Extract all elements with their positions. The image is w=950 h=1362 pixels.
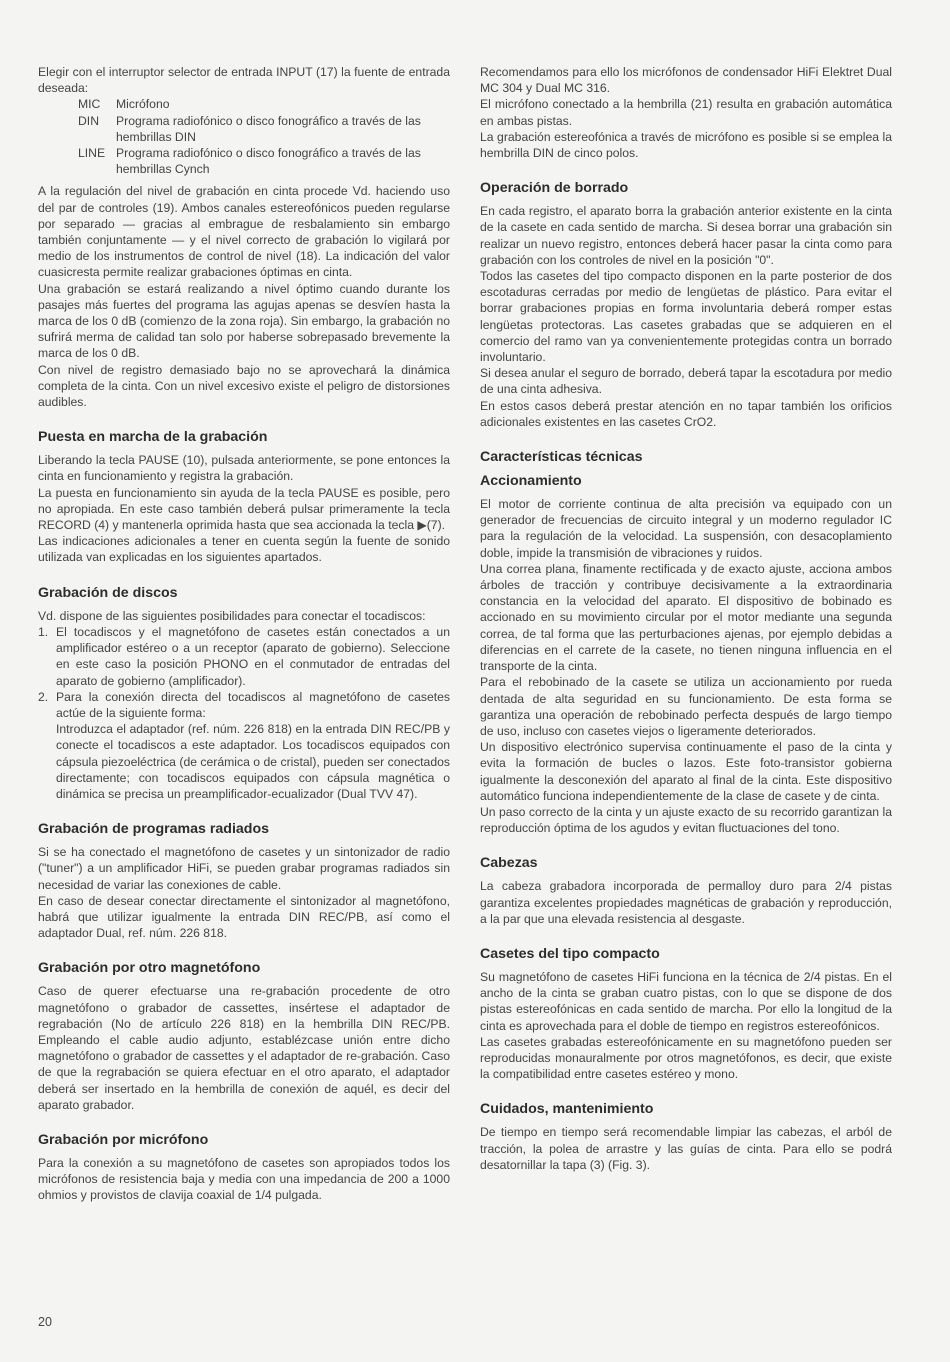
- paragraph: Las indicaciones adicionales a tener en cuenta según la fuente de sonido utilizada van explicadas en los siguientes apartados.: [38, 534, 450, 565]
- paragraph: En cada registro, el aparato borra la grabación anterior existente en la cinta de la casete en cada sentido de marcha. Si desea borrar una grabación sin realizar un nuevo registro, entonces deberá hacer pasar la cinta como para grabación con los controles de nivel en la posición "0".: [480, 204, 892, 267]
- mode-row: [78, 113, 450, 145]
- mode-text: Programa radiofónico o disco fonográfico a través de las hembrillas Cynch: [116, 146, 421, 177]
- input-intro: Elegir con el interruptor selector de entrada INPUT (17) la fuente de entrada deseada:: [38, 65, 450, 96]
- section-heading-compact-cassettes: Casetes del tipo compacto: [480, 945, 660, 962]
- section-heading-care: Cuidados, mantenimiento: [480, 1101, 654, 1118]
- paragraph: En caso de desear conectar directamente el sintonizador al magnetófono, habrá que utilizar igualmente la entrada DIN REC/PB, así como el adaptador Dual, ref. núm. 226 818.: [38, 893, 450, 941]
- mode-code: LINE: [78, 146, 106, 161]
- paragraph: De tiempo en tiempo será recomendable limpiar las cabezas, el arból de tracción, la polea de arrastre y las guías de cinta. Para ello se podrá desatornillar la tapa (3) (Fig. 3).: [480, 1125, 892, 1172]
- section-heading-start-recording: Puesta en marcha de la grabación: [38, 429, 268, 446]
- list-number: 2.: [38, 689, 49, 704]
- section-heading-heads: Cabezas: [480, 855, 538, 872]
- paragraph: Para el rebobinado de la casete se utiliza un accionamiento por rueda dentada de alta seguridad en su funcionamiento. De esta forma se garantiza una operación de rebobinado perfecta después de largo tiempo de uso, incluso con casetes viejos o ligeramente deteriorados.: [480, 675, 892, 738]
- paragraph: Una correa plana, finamente rectificada y de exacto ajuste, acciona ambos árboles de tracción y contribuye decisivamente a la extraordinaria constancia en la velocidad del aparato. El dispositivo de bobinado es accionado en su movimiento circular por el motor mediante una segunda correa, de tal forma que las perturbaciones ajenas, por ejemplo debidas a diferencias en el carrete de la casete, no tienen ninguna influencia en el transporte de la cinta.: [480, 561, 892, 674]
- mode-row: [78, 96, 450, 112]
- paragraph: La cabeza grabadora incorporada de permalloy duro para 2/4 pistas garantiza excelentes propiedades magnéticas de grabación y reproducción, a la par que una elevada resistencia al desgaste.: [480, 879, 892, 926]
- paragraph: Las casetes grabadas estereofónicamente en su magnetófono pueden ser reproducidas monauralmente por otros magnetófonos, es decir, que existe la compatibilidad entre casetes estéreo y mono.: [480, 1034, 892, 1082]
- connection-list: [38, 624, 450, 802]
- paragraph: Un paso correcto de la cinta y un ajuste exacto de su recorrido garantizan la reproducción óptima de los agudos y evitan fluctuaciones del tono.: [480, 804, 892, 836]
- paragraph: En estos casos deberá prestar atención en no tapar también los orificios adicionales existentes en las casetes CrO2.: [480, 398, 892, 429]
- paragraph: Vd. dispone de las siguientes posibilidades para conectar el tocadiscos:: [38, 608, 426, 623]
- section-heading-radio-recording: Grabación de programas radiados: [38, 821, 270, 838]
- section-heading-other-deck: Grabación por otro magnetófono: [38, 960, 261, 977]
- mode-code: MIC: [78, 97, 101, 112]
- paragraph: La puesta en funcionamiento sin ayuda de la tecla PAUSE es posible, pero no apropiada. En este caso también deberá pulsar primeramente la tecla RECORD (4) y mantenerla oprimida hasta que sea accionada la tecla ▶(7).: [38, 485, 450, 533]
- list-text: Para la conexión directa del tocadiscos al magnetófono de casetes actúe de la siguiente forma:: [56, 689, 450, 720]
- level-paragraph: Una grabación se estará realizando a nivel óptimo cuando durante los pasajes más fuertes del programa las agujas apenas se desvíen hasta la marca de los 0 dB (comienzo de la zona roja). Sin embargo, la grabación no sufrirá merma de calidad tan solo por haberse sobrepasado brevemente la marca de los 0 dB.: [38, 281, 450, 361]
- mode-text: Micrófono: [116, 97, 170, 112]
- paragraph: Para la conexión a su magnetófono de casetes son apropiados todos los micrófonos de resistencia baja y media con una impedancia de 200 a 1000 ohmios y provistos de clavija coaxial de 1/4 pulgada.: [38, 1155, 450, 1203]
- paragraph: Si se ha conectado el magnetófono de casetes y un sintonizador de radio ("tuner") a un amplificador HiFi, se pueden grabar programas radiados sin necesidad de variar las conexiones de cable.: [38, 845, 450, 892]
- page-number: 20: [38, 1315, 52, 1329]
- paragraph: La grabación estereofónica a través de micrófono es posible si se emplea la hembrilla DIN de cinco polos.: [480, 129, 892, 161]
- paragraph: Caso de querer efectuarse una re-grabación procedente de otro magnetófono o grabador de cassettes, insértese el adaptador de regrabación (No de artículo 226 818) en la hembrilla DIN REC/PB. Empleando el cable audio adjunto, establézcase unión entre dicho magnetófono o grabador de cassettes y el adaptador de re-grabación. Caso de que la regrabación se quiera efectuar en el otro aparato, el adaptador deberá ser insertado en la hembrilla de conexión de aquél, es decir del aparato grabador.: [38, 984, 450, 1112]
- list-text: Introduzca el adaptador (ref. núm. 226 818) en la entrada DIN REC/PB y conecte el tocadiscos a este adaptador. Los tocadiscos equipados con cápsula piezoeléctrica (de cerámica o de cristal), pueden ser conectados directamente; con tocadiscos equipados con cápsula magnética o dinámica se precisa un preamplificador-ecualizador (Dual TVV 47).: [56, 722, 450, 801]
- paragraph: El micrófono conectado a la hembrilla (21) resulta en grabación automática en ambas pistas.: [480, 97, 892, 128]
- level-paragraph: Con nivel de registro demasiado bajo no se aprovechará la dinámica completa de la cinta. Con un nivel excesivo existe el peligro de distorsiones audibles.: [38, 362, 450, 410]
- mode-text: Programa radiofónico o disco fonográfico a través de las hembrillas DIN: [116, 113, 421, 144]
- mode-row: [78, 145, 450, 177]
- paragraph: Todos las casetes del tipo compacto disponen en la parte posterior de dos escotaduras cerradas por medio de lengüetas de plástico. Para evitar el borrar grabaciones propias en forma involuntaria deberá romper estas lengüetas protectoras. Las casetes grabadas que se adquieren en el comercio del ramo van ya convenientemente protegidas contra un borrado involuntario.: [480, 269, 892, 365]
- paragraph: El motor de corriente continua de alta precisión va equipado con un generador de frecuencias de circuito integral y un moderno regulador IC para la regulación de la velocidad. La suspensión, con desacoplamiento doble, impide la transmisión de vibraciones y ruidos.: [480, 497, 892, 560]
- paragraph: Un dispositivo electrónico supervisa continuamente el paso de la cinta y evita la formación de bucles o lazos. Este foto-transistor gobierna igualmente la desconexión del aparato al final de la cinta. Este dispositivo automático funciona independientemente de la clase de casete y de cinta.: [480, 740, 892, 803]
- level-paragraph: A la regulación del nivel de grabación en cinta procede Vd. haciendo uso del par de controles (19). Ambos canales estereofónicos pueden regularse por separado — gracias al embrague de resbalamiento sin embargo también conjuntamente — y el nivel correcto de grabación lo vigilará por medio de los instrumentos de control de nivel (18). La indicación del valor cuasicresta permite realizar grabaciones óptimas en cinta.: [38, 184, 450, 280]
- input-modes-table: [78, 96, 450, 177]
- list-item: [38, 624, 450, 689]
- paragraph: Su magnetófono de casetes HiFi funciona en la técnica de 2/4 pistas. En el ancho de la cinta se graban cuatro pistas, con lo que se dispone de dos pistas estereofónicas en cada sentido de marcha. Por ello la longitud de la cinta es aprovechada para el doble de tiempo en registros estereofónicos.: [480, 969, 892, 1033]
- section-heading-tech: Características técnicas: [480, 449, 643, 466]
- right-column: [480, 64, 892, 1173]
- list-number: 1.: [38, 624, 49, 639]
- paragraph: Liberando la tecla PAUSE (10), pulsada anteriormente, se pone entonces la cinta en funcionamiento y registra la grabación.: [38, 453, 450, 484]
- section-heading-mic-recording: Grabación por micrófono: [38, 1131, 209, 1148]
- subsection-heading-drive: Accionamiento: [480, 473, 582, 490]
- left-column: [38, 64, 450, 1204]
- paragraph: Recomendamos para ello los micrófonos de condensador HiFi Elektret Dual MC 304 y Dual MC 316.: [480, 65, 892, 96]
- section-heading-erase: Operación de borrado: [480, 180, 629, 197]
- mode-code: DIN: [78, 113, 99, 128]
- paragraph: Si desea anular el seguro de borrado, deberá tapar la escotadura por medio de una cinta adhesiva.: [480, 366, 892, 397]
- section-heading-disc-recording: Grabación de discos: [38, 584, 178, 601]
- list-text: El tocadiscos y el magnetófono de casetes están conectados a un amplificador estéreo o a un receptor (aparato de gobierno). Seleccione en este caso la posición PHONO en el conmutador de entradas del aparato de gobierno (amplificador).: [56, 624, 450, 688]
- list-item: [38, 689, 450, 802]
